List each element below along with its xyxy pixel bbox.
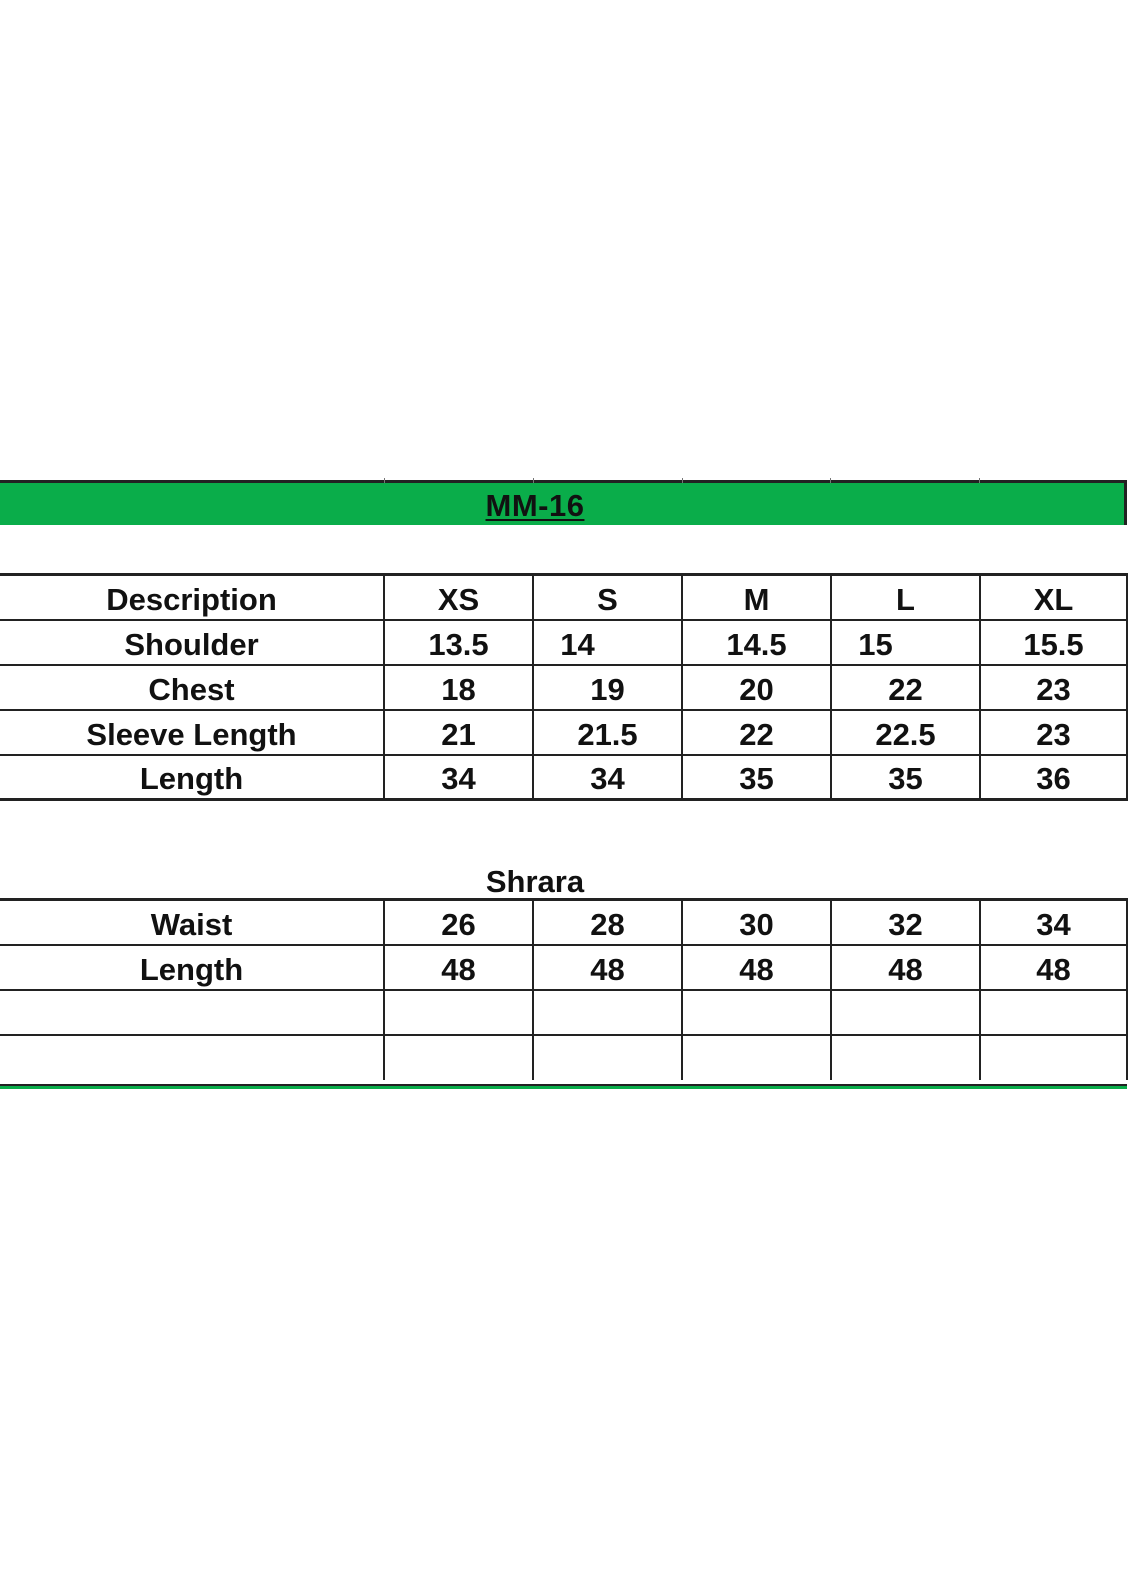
header-size-s: S (533, 575, 682, 620)
table-cell-empty (831, 1035, 980, 1080)
table-row (0, 620, 1127, 665)
table-cell-empty (682, 990, 831, 1035)
table-cell: 23 (980, 710, 1127, 755)
row-label: Chest (0, 665, 384, 710)
row-label: Sleeve Length (0, 710, 384, 755)
table-cell-empty (0, 990, 384, 1035)
header-description: Description (0, 575, 384, 620)
table-cell: 22 (682, 710, 831, 755)
table-cell: 35 (831, 755, 980, 800)
table-cell: 48 (533, 945, 682, 990)
table-cell-empty (980, 1035, 1127, 1080)
table-row (0, 710, 1127, 755)
shrara-title: Shrara (485, 864, 585, 899)
table-cell: 32 (831, 900, 980, 945)
header-size-xl: XL (980, 575, 1127, 620)
table-cell: 34 (533, 755, 682, 800)
table-cell: 13.5 (384, 620, 533, 665)
table-cell: 20 (682, 665, 831, 710)
table-cell-empty (0, 1035, 384, 1080)
shirt-size-table (0, 573, 1128, 801)
table-cell: 15.5 (980, 620, 1127, 665)
table-row-empty (0, 990, 1127, 1035)
table-header-row (0, 575, 1127, 620)
table-cell-empty (980, 990, 1127, 1035)
header-size-l: L (831, 575, 980, 620)
table-row (0, 755, 1127, 800)
table-cell-empty (682, 1035, 831, 1080)
table-cell: 18 (384, 665, 533, 710)
table-cell: 35 (682, 755, 831, 800)
table-cell: 23 (980, 665, 1127, 710)
table-cell-empty (533, 990, 682, 1035)
table-cell-empty (831, 990, 980, 1035)
table-row (0, 900, 1127, 945)
table-row-empty (0, 1035, 1127, 1080)
row-label: Shoulder (0, 620, 384, 665)
table-cell-empty (384, 990, 533, 1035)
row-label: Length (0, 945, 384, 990)
table-cell-empty (384, 1035, 533, 1080)
table-cell: 15 (831, 620, 980, 665)
header-size-m: M (682, 575, 831, 620)
table-cell: 48 (682, 945, 831, 990)
table-row (0, 945, 1127, 990)
table-cell-empty (533, 1035, 682, 1080)
table-cell: 22.5 (831, 710, 980, 755)
chart-title: MM-16 (485, 488, 585, 523)
table-cell: 48 (384, 945, 533, 990)
table-cell: 28 (533, 900, 682, 945)
table-cell: 30 (682, 900, 831, 945)
table-cell: 34 (384, 755, 533, 800)
table-cell: 34 (980, 900, 1127, 945)
table-cell: 22 (831, 665, 980, 710)
table-cell: 48 (831, 945, 980, 990)
table-cell: 19 (533, 665, 682, 710)
bottom-green-rule (0, 1084, 1127, 1089)
row-label: Waist (0, 900, 384, 945)
table-cell: 48 (980, 945, 1127, 990)
shrara-size-table (0, 898, 1128, 1080)
table-cell: 21.5 (533, 710, 682, 755)
row-label: Length (0, 755, 384, 800)
table-row (0, 665, 1127, 710)
table-cell: 14 (533, 620, 682, 665)
header-size-xs: XS (384, 575, 533, 620)
table-cell: 26 (384, 900, 533, 945)
table-cell: 36 (980, 755, 1127, 800)
table-cell: 14.5 (682, 620, 831, 665)
table-cell: 21 (384, 710, 533, 755)
